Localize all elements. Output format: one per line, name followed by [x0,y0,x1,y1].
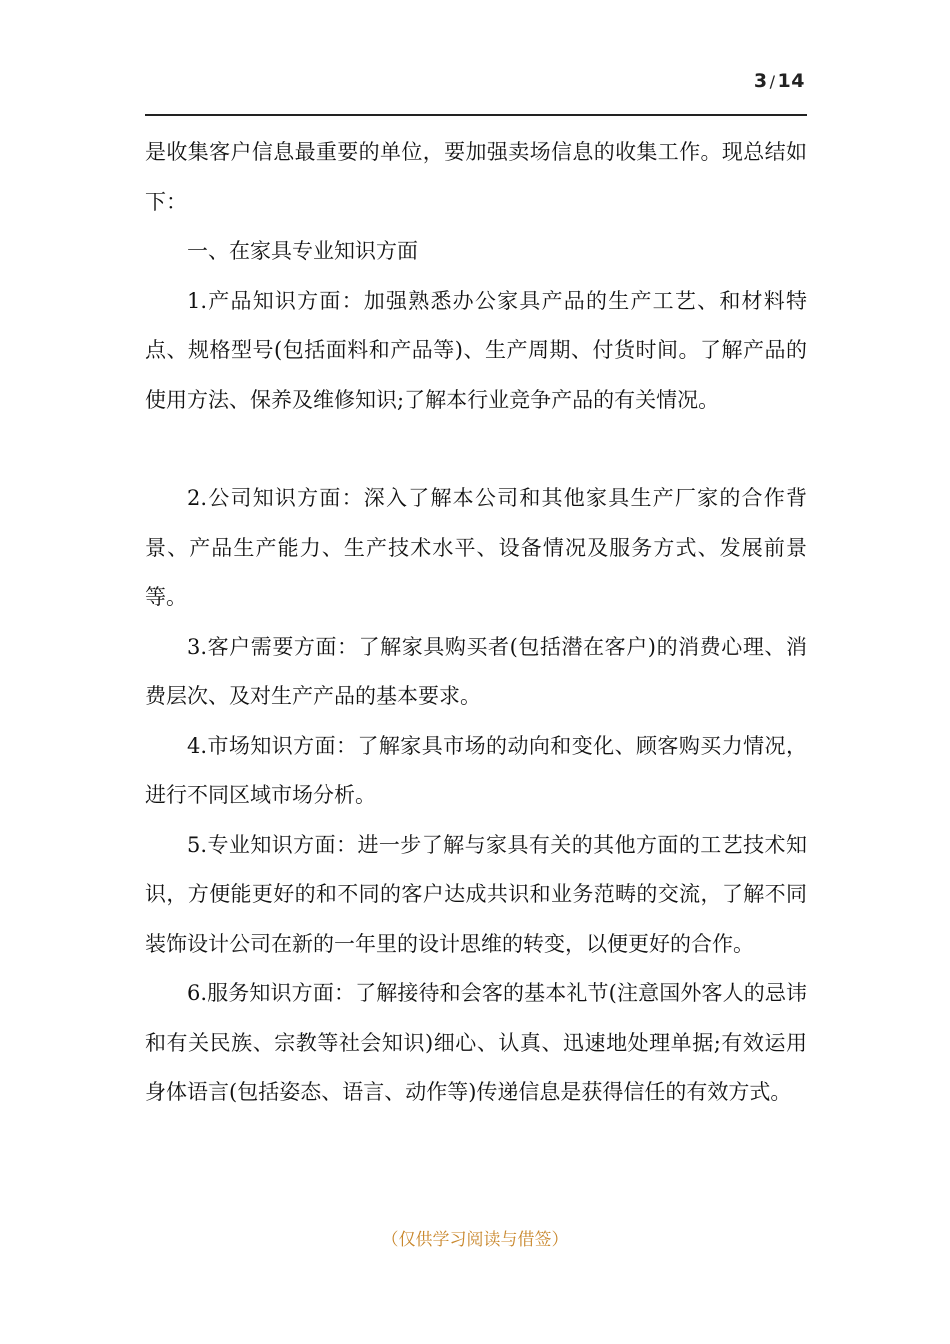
page-current: 3 [753,70,768,92]
paragraph-company-knowledge: 2.公司知识方面：深入了解本公司和其他家具生产厂家的合作背景、产品生产能力、生产技术水平、设备情况及服务方式、发展前景等。 [145,486,807,609]
header-divider [145,114,807,116]
page-number [754,70,805,92]
paragraph-continuation: 是收集客户信息最重要的单位，要加强卖场信息的收集工作。现总结如下： [145,140,807,214]
blank-line [145,425,807,474]
footer-disclaimer: （仅供学习阅读与借签） [381,1230,569,1250]
paragraph-service-knowledge: 6.服务知识方面：了解接待和会客的基本礼节(注意国外客人的忌讳和有关民族、宗教等社会知识)细心、认真、迅速地处理单据;有效运用身体语言(包括姿态、语言、动作等)传递信息是获得信任的有效方式。 [145,981,807,1104]
paragraph-market-knowledge: 4.市场知识方面：了解家具市场的动向和变化、顾客购买力情况，进行不同区域市场分析。 [145,733,807,807]
paragraph-product-knowledge: 1.产品知识方面：加强熟悉办公家具产品的生产工艺、和材料特点、规格型号(包括面料和产品等)、生产周期、付货时间。了解产品的使用方法、保养及维修知识;了解本行业竞争产品的有关情况。 [145,288,807,412]
page-separator: / [769,72,776,91]
paragraph-professional-knowledge: 5.专业知识方面：进一步了解与家具有关的其他方面的工艺技术知识，方便能更好的和不同的客户达成共识和业务范畴的交流，了解不同装饰设计公司在新的一年里的设计思维的转变，以便更好的合作。 [145,832,807,956]
paragraph-customer-needs: 3.客户需要方面：了解家具购买者(包括潜在客户)的消费心理、消费层次、及对生产产品的基本要求。 [145,634,807,708]
document-body [145,128,807,1118]
page-total: 14 [777,70,805,92]
section-heading: 一、在家具专业知识方面 [187,239,418,263]
